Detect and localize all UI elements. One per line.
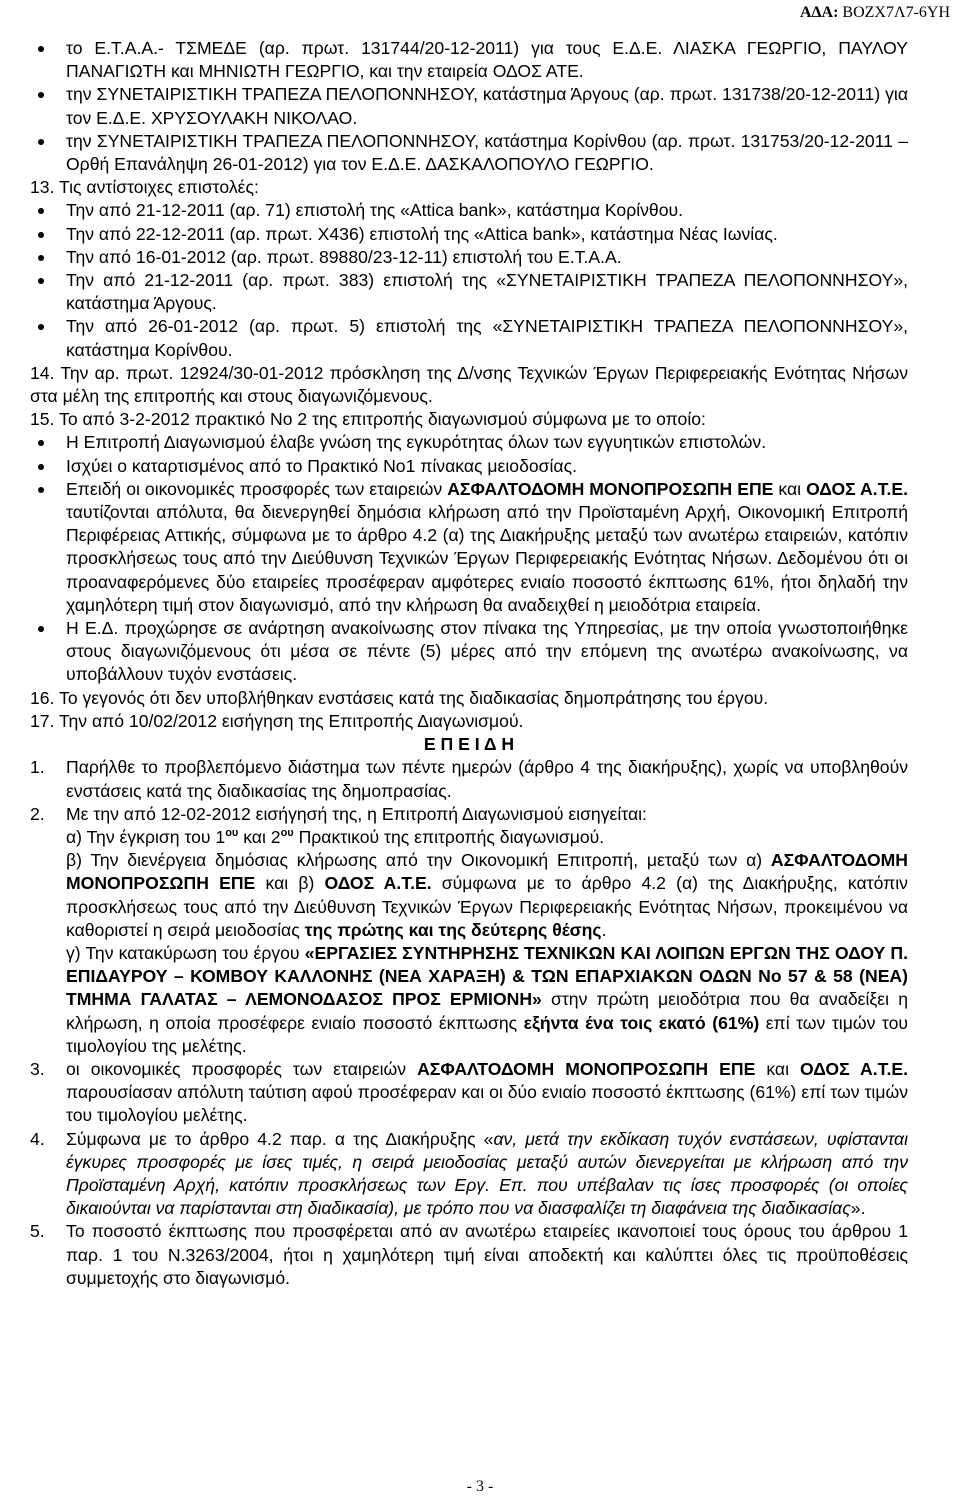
bullet-item: Την από 21-12-2011 (αρ. 71) επιστολή της «Attica bank», κατάστημα Κορίνθου. xyxy=(30,199,908,222)
company-name: ΑΣΦΑΛΤΟΔΟΜΗ ΜΟΝΟΠΡΟΣΩΠΗ ΕΠΕ xyxy=(447,478,774,499)
quoted-text: αν, μετά την εκδίκαση τυχόν ενστάσεων, υφίστανται έγκυρες προσφορές με ίσες τιμές, η σειρά μειοδοσίας μεταξύ αυτών διενεργείται με κλήρωση από την Προϊσταμένη Αρχή, κατόπιν προσκλήσεως των Εργ. Επ. που υπέβαλαν τις ίσες προσφορές (οι οποίες δικαιούνται να παρίστανται στη διαδικασία), με τρόπο που να διασφαλίζει τη διαφάνεια της διαδικασίας xyxy=(66,1128,908,1219)
text-run: και xyxy=(755,1058,801,1079)
text-run: παρουσίασαν απόλυτη ταύτιση αφού προσέφεραν και οι δύο ενιαίο ποσοστό έκπτωσης (61%) επί των τιμών του τιμολογίου μελέτης. xyxy=(66,1082,908,1126)
bullet-item: Την από 16-01-2012 (αρ. πρωτ. 89880/23-12-11) επιστολή του Ε.Τ.Α.Α. xyxy=(30,246,908,269)
item-13: 13. Τις αντίστοιχες επιστολές: xyxy=(30,177,259,198)
sub-item-c xyxy=(30,942,908,1058)
text-run: α) Την έγκριση του 1 xyxy=(66,826,226,847)
item-number: 4. xyxy=(30,1128,45,1149)
ordinal-suffix: ου xyxy=(225,827,239,840)
bullet-item: την ΣΥΝΕΤΑΙΡΙΣΤΙΚΗ ΤΡΑΠΕΖΑ ΠΕΛΟΠΟΝΝΗΣΟΥ, κατάστημα Κορίνθου (αρ. πρωτ. 131753/20-12-2011 – Ορθή Επανάληψη 26-01-2012) για τον Ε.Δ.Ε. ΔΑΣΚΑΛΟΠΟΥΛΟ ΓΕΩΡΓΙΟ. xyxy=(30,130,908,176)
bold-phrase: εξήντα ένα τοις εκατό (61%) xyxy=(523,1012,760,1033)
bullet-item: Η Ε.Δ. προχώρησε σε ανάρτηση ανακοίνωσης στον πίνακα της Υπηρεσίας, με την οποία γνωστοποιήθηκε στους διαγωνιζόμενους ότι μέσα σε πέντε (5) μέρες από την επόμενη της ανωτέρω ανακοίνωσης, να υποβάλλουν τυχόν ενστάσεις. xyxy=(30,617,908,687)
bullet-item: Η Επιτροπή Διαγωνισμού έλαβε γνώση της εγκυρότητας όλων των εγγυητικών επιστολών. xyxy=(30,431,908,454)
text-run: στην πρώτη μειοδότρια που θα αναδείξει η κλήρωση, η οποία προσέφερε ενιαίο ποσοστό έκπτωσης xyxy=(66,989,908,1033)
item-16: 16. Το γεγονός ότι δεν υποβλήθηκαν ενστάσεις κατά της διαδικασίας δημοπράτησης του έργου. xyxy=(30,687,769,708)
decision-item-4 xyxy=(30,1128,908,1221)
page-number: - 3 - xyxy=(466,1478,494,1495)
document-body xyxy=(30,37,908,1290)
decision-item-5 xyxy=(30,1220,908,1290)
decision-item-3 xyxy=(30,1058,908,1128)
item-number: 1. xyxy=(30,757,45,778)
item-number: 5. xyxy=(30,1221,45,1242)
bold-phrase: της πρώτης και της δεύτερης θέσης xyxy=(304,919,602,940)
bullet-item: το Ε.Τ.Α.Α.- ΤΣΜΕΔΕ (αρ. πρωτ. 131744/20-12-2011) για τους Ε.Δ.Ε. ΛΙΑΣΚΑ ΓΕΩΡΓΙΟ, ΠΑΥΛΟΥ ΠΑΝΑΓΙΩΤΗ και ΜΗΝΙΩΤΗ ΓΕΩΡΓΙΟ, και την εταιρεία ΟΔΟΣ ΑΤΕ. xyxy=(30,37,908,83)
bullet-item xyxy=(30,478,908,617)
ada-value: ΒΟΖΧ7Λ7-6ΥΗ xyxy=(842,4,950,21)
bullet-item: Ισχύει ο καταρτισμένος από το Πρακτικό Νο1 πίνακας μειοδοσίας. xyxy=(30,455,908,478)
item-number: 3. xyxy=(30,1058,45,1079)
company-name: ΑΣΦΑΛΤΟΔΟΜΗ ΜΟΝΟΠΡΟΣΩΠΗ ΕΠΕ xyxy=(417,1058,756,1079)
bullet-item: Την από 22-12-2011 (αρ. πρωτ. Χ436) επιστολή της «Attica bank», κατάστημα Νέας Ιωνίας. xyxy=(30,223,908,246)
company-name: ΟΔΟΣ Α.Τ.Ε. xyxy=(806,478,908,499)
text-run: και 2 xyxy=(238,826,281,847)
item-number: 2. xyxy=(30,803,45,824)
text-run: Με την από 12-02-2012 εισήγησή της, η Επιτροπή Διαγωνισμού εισηγείται: xyxy=(66,803,647,824)
bullet-item: την ΣΥΝΕΤΑΙΡΙΣΤΙΚΗ ΤΡΑΠΕΖΑ ΠΕΛΟΠΟΝΝΗΣΟΥ, κατάστημα Άργους (αρ. πρωτ. 131738/20-12-2011) για τον Ε.Δ.Ε. ΧΡΥΣΟΥΛΑΚΗ ΝΙΚΟΛΑΟ. xyxy=(30,83,908,129)
text-run: Επειδή οι οικονομικές προσφορές των εταιρειών xyxy=(66,478,448,499)
text-run: Πρακτικού της επιτροπής διαγωνισμού. xyxy=(293,826,605,847)
company-name: ΟΔΟΣ Α.Τ.Ε. xyxy=(324,873,432,894)
company-name: ΟΔΟΣ Α.Τ.Ε. xyxy=(800,1058,908,1079)
text-run: ταυτίζονται απόλυτα, θα διενεργηθεί δημόσια κλήρωση από την Προϊσταμένη Αρχή, Οικονομική Επιτροπή Περιφέρειας Αττικής, σύμφωνα με το άρθρο 4.2 (α) της Διακήρυξης μεταξύ των ανωτέρω εταιρειών, κατόπιν προσκλήσεως τους από την Διεύθυνση Τεχνικών Έργων Περιφερειακής Ενότητας Νήσων. Δεδομένου ότι οι προαναφερόμενες δύο εταιρείες προσέφεραν αμφότερες ενιαίο ποσοστό έκπτωσης 61%, ήτοι δηλαδή την χαμηλότερη τιμή στον διαγωνισμό, από την κλήρωση θα αναδειχθεί η μειοδότρια εταιρεία. xyxy=(66,502,908,615)
item-15: 15. Το από 3-2-2012 πρακτικό Νο 2 της επιτροπής διαγωνισμού σύμφωνα με το οποίο: xyxy=(30,409,706,430)
project-title: «ΕΡΓΑΣΙΕΣ ΣΥΝΤΗΡΗΣΗΣ ΤΕΧΝΙΚΩΝ ΚΑΙ ΛΟΙΠΩΝ ΕΡΓΩΝ ΤΗΣ ΟΔΟΥ Π. ΕΠΙΔΑΥΡΟΥ – ΚΟΜΒΟΥ ΚΑΛΛΟΝΗΣ (ΝΕΑ ΧΑΡΑΞΗ) & ΤΩΝ ΕΠΑΡΧΙΑΚΩΝ ΟΔΩΝ Νο 57 & 58 (ΝΕΑ) ΤΜΗΜΑ ΓΑΛΑΤΑΣ – ΛΕΜΟΝΟΔΑΣΟΣ ΠΡΟΣ ΕΡΜΙΟΝΗ» xyxy=(66,942,908,1010)
sub-item-a xyxy=(30,826,908,849)
text-run: β) Την διενέργεια δημόσιας κλήρωσης από την Οικονομική Επιτροπή, μεταξύ των α) xyxy=(66,850,771,871)
text-run: οι οικονομικές προσφορές των εταιρειών xyxy=(66,1058,418,1079)
ordinal-suffix: ου xyxy=(280,827,294,840)
item-14: 14. Την αρ. πρωτ. 12924/30-01-2012 πρόσκληση της Δ/νσης Τεχνικών Έργων Περιφερειακής Ενότητας Νήσων στα μέλη της επιτροπής και στους διαγωνιζόμενους. xyxy=(30,362,908,407)
ada-header xyxy=(800,4,950,22)
text-run: Σύμφωνα με το άρθρο 4.2 παρ. α της Διακήρυξης « xyxy=(66,1128,494,1149)
decision-title: Ε Π Ε Ι Δ Η xyxy=(423,734,515,755)
bullet-item: Την από 26-01-2012 (αρ. πρωτ. 5) επιστολή της «ΣΥΝΕΤΑΙΡΙΣΤΙΚΗ ΤΡΑΠΕΖΑ ΠΕΛΟΠΟΝΝΗΣΟΥ», κατάστημα Κορίνθου. xyxy=(30,315,908,361)
company-name: ΑΣΦΑΛΤΟΔΟΜΗ ΜΟΝΟΠΡΟΣΩΠΗ ΕΠΕ xyxy=(66,850,908,894)
text-run: ». xyxy=(850,1198,866,1219)
sub-item-b xyxy=(30,849,908,942)
decision-item-2 xyxy=(30,803,908,826)
item-17: 17. Την από 10/02/2012 εισήγηση της Επιτροπής Διαγωνισμού. xyxy=(30,710,524,731)
text-run: σύμφωνα με το άρθρο 4.2 (α) της Διακήρυξης, κατόπιν προσκλήσεως τους από την Διεύθυνση Τεχνικών Έργων Περιφερειακής Ενότητας Νήσων, προκειμένου να καθοριστεί η σειρά μειοδοσίας xyxy=(66,873,908,940)
text-run: . xyxy=(601,919,607,940)
ada-label: ΑΔΑ: xyxy=(799,4,839,21)
text-run: Το ποσοστό έκπτωσης που προσφέρεται από αν ανωτέρω εταιρείες ικανοποιεί τους όρους του άρθρου 1 παρ. 1 του Ν.3263/2004, ήτοι η χαμηλότερη τιμή είναι αποδεκτή και καλύπτει όλες τις προϋποθέσεις συμμετοχής στο διαγωνισμό. xyxy=(66,1221,908,1288)
text-run: γ) Την κατακύρωση του έργου xyxy=(66,942,305,963)
text-run: και xyxy=(773,478,807,499)
decision-item-1 xyxy=(30,756,908,802)
bullet-item: Την από 21-12-2011 (αρ. πρωτ. 383) επιστολή της «ΣΥΝΕΤΑΙΡΙΣΤΙΚΗ ΤΡΑΠΕΖΑ ΠΕΛΟΠΟΝΝΗΣΟΥ», κατάστημα Άργους. xyxy=(30,269,908,315)
text-run: και β) xyxy=(255,873,325,894)
text-run: επί των τιμών του τιμολογίου της μελέτης. xyxy=(66,1012,908,1056)
text-run: Παρήλθε το προβλεπόμενο διάστημα των πέντε ημερών (άρθρο 4 της διακήρυξης), χωρίς να υποβληθούν ενστάσεις κατά της διαδικασίας της δημοπρασίας. xyxy=(66,757,908,801)
